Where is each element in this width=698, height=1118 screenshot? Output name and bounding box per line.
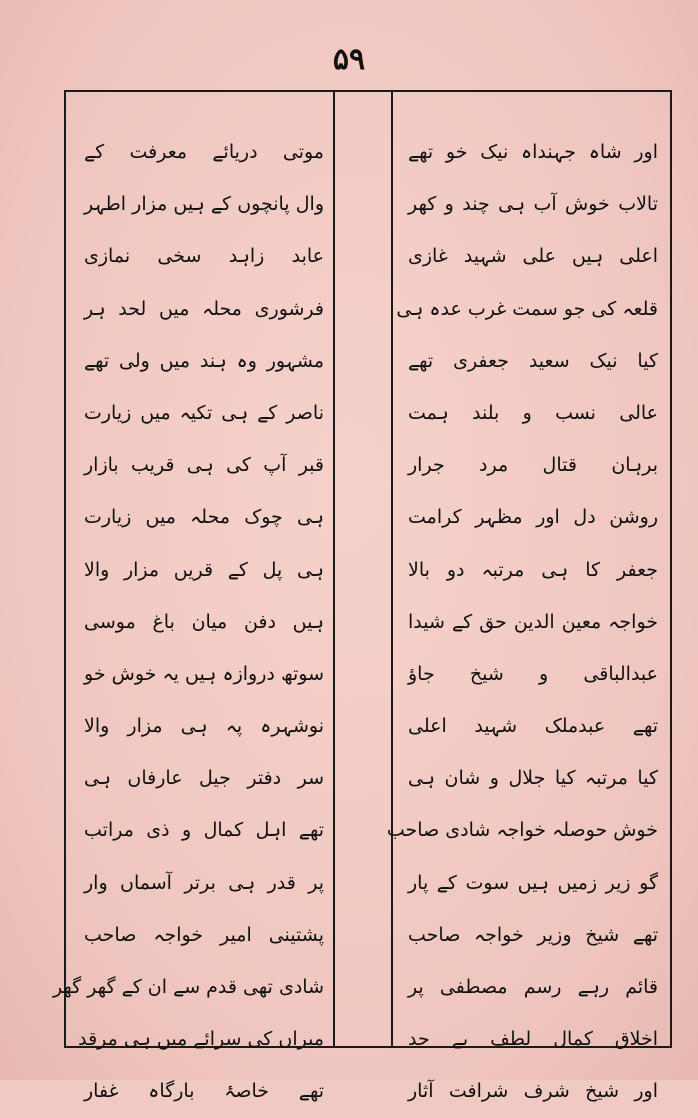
column-divider-right xyxy=(391,92,393,1046)
right-line: عبدالباقی و شیخ جاؤ xyxy=(408,662,658,685)
right-line: برہان قتال مرد جرار xyxy=(408,454,658,477)
right-line: خوش حوصلہ خواجہ شادی صاحب xyxy=(386,819,658,842)
column-divider-left xyxy=(333,92,335,1046)
right-line: کیا نیک سعید جعفری تھے xyxy=(408,349,658,372)
left-line: تھے اہل کمال و ذی مراتب xyxy=(84,819,324,842)
left-line: سوتھ دروازہ ہیں یہ خوش خو xyxy=(84,662,324,685)
left-line: نوشہرہ پہ ہی مزار والا xyxy=(84,715,324,738)
right-line: اخلاق کمال لطف بے حد xyxy=(408,1028,658,1051)
left-line: پر قدر ہی برتر آسماں وار xyxy=(84,871,324,894)
right-line: کیا مرتبہ کیا جلال و شان ہی xyxy=(408,767,658,790)
left-line: قبر آپ کی ہی قریب بازار xyxy=(84,454,324,477)
left-line: ہی چوک محلہ میں زیارت xyxy=(84,506,324,529)
right-line: اعلی ہیں علی شہید غازی xyxy=(408,245,658,268)
right-line: عالی نسب و بلند ہمت xyxy=(408,401,658,424)
left-line: مشہور وہ ہند میں ولی تھے xyxy=(84,349,324,372)
left-column xyxy=(52,126,324,1118)
left-line: موتی دریائے معرفت کے xyxy=(84,141,324,163)
right-line: تالاب خوش آب ہی چند و کھر xyxy=(408,193,658,216)
right-line: گو زیر زمیں ہیں سوت کے پار xyxy=(408,871,658,894)
right-line: قائم رہے رسم مصطفی پر xyxy=(408,976,658,998)
right-line: تھے عبدملک شہید اعلی xyxy=(408,715,658,738)
right-line: تھے شیخ وزیر خواجہ صاحب xyxy=(408,923,658,946)
right-line: جعفر کا ہی مرتبہ دو بالا xyxy=(408,558,658,581)
left-line: سر دفتر جیل عارفاں ہی xyxy=(84,767,324,790)
right-column xyxy=(386,126,658,1118)
left-line: فرشوری محلہ میں لحد ہر xyxy=(84,297,324,320)
page-number: ۵۹ xyxy=(332,42,366,77)
left-line: شادی تھی قدم سے ان کے گھر گھر xyxy=(52,976,324,998)
right-line: خواجہ معین الدین حق کے شیدا xyxy=(408,610,658,633)
left-line: وال پانچوں کے ہیں مزار اطہر xyxy=(84,193,324,216)
right-line: روشن دل اور مظہر کرامت xyxy=(408,506,658,529)
left-line: میراں کی سرائے میں ہی مرقد xyxy=(78,1028,324,1051)
right-line: اور شاہ جہنداہ نیک خو تھے xyxy=(408,141,658,163)
text-frame xyxy=(52,90,672,1103)
left-line: ہیں دفن میان باغ موسی xyxy=(84,610,324,633)
left-line: ہی پل کے قریں مزار والا xyxy=(84,558,324,581)
left-line: عابد زاہد سخی نمازی xyxy=(84,245,324,268)
left-line: پشتینی امیر خواجہ صاحب xyxy=(84,923,324,946)
right-line: قلعہ کی جو سمت غرب عدہ ہی xyxy=(396,297,658,320)
right-line: اور شیخ شرف شرافت آثار xyxy=(408,1080,658,1103)
left-line: ناصر کے ہی تکیہ میں زیارت xyxy=(84,401,324,424)
left-line: تھے خاصۂ بارگاہ غفار xyxy=(84,1080,324,1103)
